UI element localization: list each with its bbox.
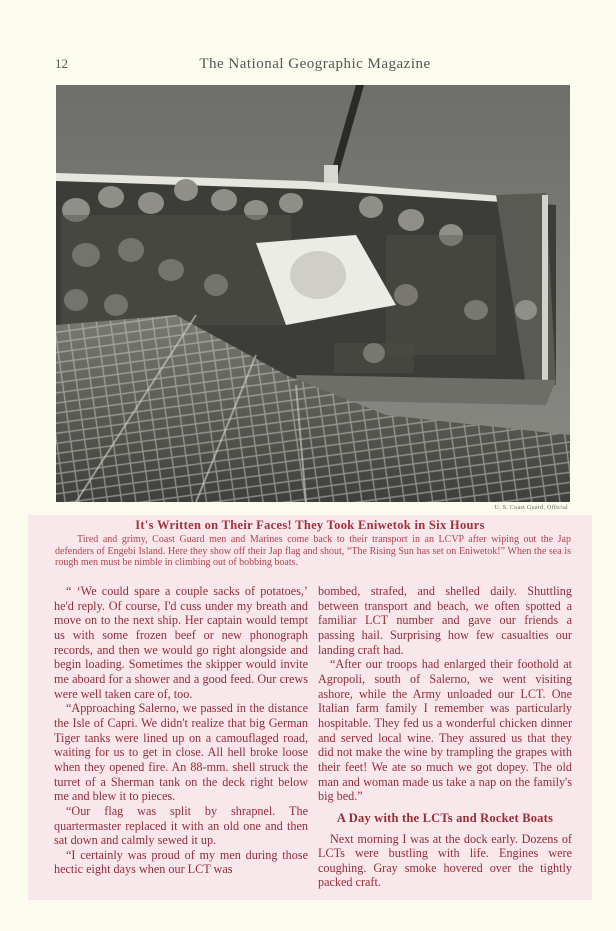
article-left-column xyxy=(54,584,308,877)
page-number: 12 xyxy=(55,56,68,71)
photo-credit: U. S. Coast Guard, Official xyxy=(494,505,568,511)
caption-text: Tired and grimy, Coast Guard men and Marines come back to their transport in an LCVP after wiping out the Jap defenders of Engebi Island. Here they show off their Jap flag and shout, “The Rising Sun has set on Eniwetok!” When the sea is rough men must be nimble in climbing out of bobbing boats. xyxy=(55,534,571,568)
paragraph: “Approaching Salerno, we passed in the distance the Isle of Capri. We didn't realize that big German Tiger tanks were lined up on a camouflaged road, waiting for us to get in close. All hell broke loose when they opened fire. An 88-mm. shell struck the turret of a Sherman tank on the deck right below me and blew it to pieces. xyxy=(54,701,308,804)
paragraph: Next morning I was at the dock early. Dozens of LCTs were bustling with life. Engines were coughing. Gray smoke hovered over the tightly packed craft. xyxy=(318,831,572,890)
paragraph: bombed, strafed, and shelled daily. Shuttling between transport and beach, we often spotted a familiar LCT number and gave our friends a passing hail. Surprising how few casualties our landing craft had. xyxy=(318,584,572,657)
page-header xyxy=(0,56,616,74)
photo-coast-guard-lcvp xyxy=(56,85,570,502)
caption-title: It's Written on Their Faces! They Took Eniwetok in Six Hours xyxy=(135,518,485,532)
paragraph: “ ‘We could spare a couple sacks of potatoes,’ he'd reply. Of course, I'd cuss under my breath and move on to the next ship. Her captain would tempt us with some frozen beef or new phonograph records, and then we would go right alongside and begin loading. Sometimes the skipper would invite me aboard for a shower and a good feed. Our crews were well taken care of, too. xyxy=(54,584,308,701)
section-subheading: A Day with the LCTs and Rocket Boats xyxy=(336,810,554,825)
paragraph: “After our troops had enlarged their foothold at Agropoli, south of Salerno, we went visiting ashore, while the Army unloaded our LCT. One Italian farm family I remember was particularly hospitable. They fed us a wonderful chicken dinner and served local wine. They assured us that they did not make the wine by trampling the grapes with their feet! We ate so much we got dopey. The old man and woman made us take a nap on the family's big bed.” xyxy=(318,657,572,804)
running-title: The National Geographic Magazine xyxy=(199,56,431,72)
article-right-column xyxy=(318,584,572,890)
photo-illustration xyxy=(56,85,570,502)
paragraph: “Our flag was split by shrapnel. The quartermaster replaced it with an old one and then sat down and calmly sewed it up. xyxy=(54,803,308,848)
paragraph: “I certainly was proud of my men during those hectic eight days when our LCT was xyxy=(54,847,308,877)
